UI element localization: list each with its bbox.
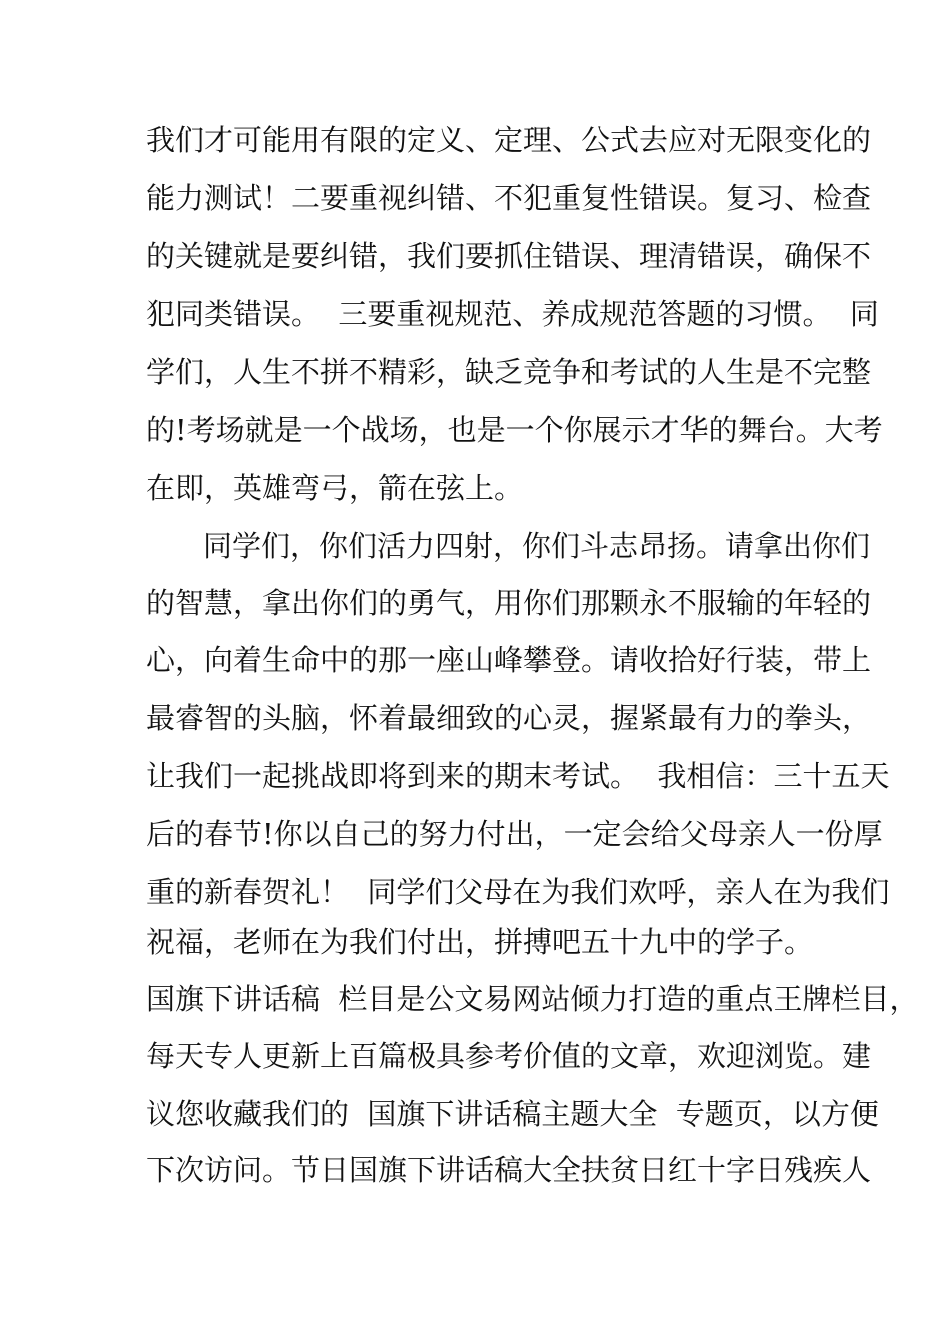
text-line: 议您收藏我们的 国旗下讲话稿主题大全 专题页，以方便 xyxy=(146,1097,879,1131)
text-line: 能力测试！二要重视纠错、不犯重复性错误。复习、检查 xyxy=(146,181,872,215)
text-line: 同学们，你们活力四射，你们斗志昂扬。请拿出你们 xyxy=(203,529,871,563)
text-line: 犯同类错误。 三要重视规范、养成规范答题的习惯。 同 xyxy=(146,297,879,331)
text-line: 国旗下讲话稿 栏目是公文易网站倾力打造的重点王牌栏目， xyxy=(146,982,919,1016)
text-line: 我们才可能用有限的定义、定理、公式去应对无限变化的 xyxy=(146,123,872,157)
text-line: 在即，英雄弯弓，箭在弦上。 xyxy=(146,471,524,505)
text-line: 的!考场就是一个战场，也是一个你展示才华的舞台。大考 xyxy=(146,413,883,447)
text-line: 让我们一起挑战即将到来的期末考试。 我相信：三十五天 xyxy=(146,759,890,793)
text-line: 学们，人生不拼不精彩，缺乏竞争和考试的人生是不完整 xyxy=(146,355,872,389)
text-line: 后的春节!你以自己的努力付出，一定会给父母亲人一份厚 xyxy=(146,817,883,851)
text-line: 每天专人更新上百篇极具参考价值的文章，欢迎浏览。建 xyxy=(146,1039,872,1073)
text-line: 的智慧，拿出你们的勇气，用你们那颗永不服输的年轻的 xyxy=(146,586,872,620)
text-line: 重的新春贺礼！ 同学们父母在为我们欢呼，亲人在为我们 xyxy=(146,875,890,909)
text-line: 最睿智的头脑，怀着最细致的心灵，握紧最有力的拳头， xyxy=(146,701,872,735)
text-line: 的关键就是要纠错，我们要抓住错误、理清错误，确保不 xyxy=(146,239,872,273)
text-line: 心，向着生命中的那一座山峰攀登。请收拾好行装，带上 xyxy=(146,643,872,677)
text-line: 祝福，老师在为我们付出，拼搏吧五十九中的学子。 xyxy=(146,925,814,959)
text-line: 下次访问。节日国旗下讲话稿大全扶贫日红十字日残疾人 xyxy=(146,1153,872,1187)
